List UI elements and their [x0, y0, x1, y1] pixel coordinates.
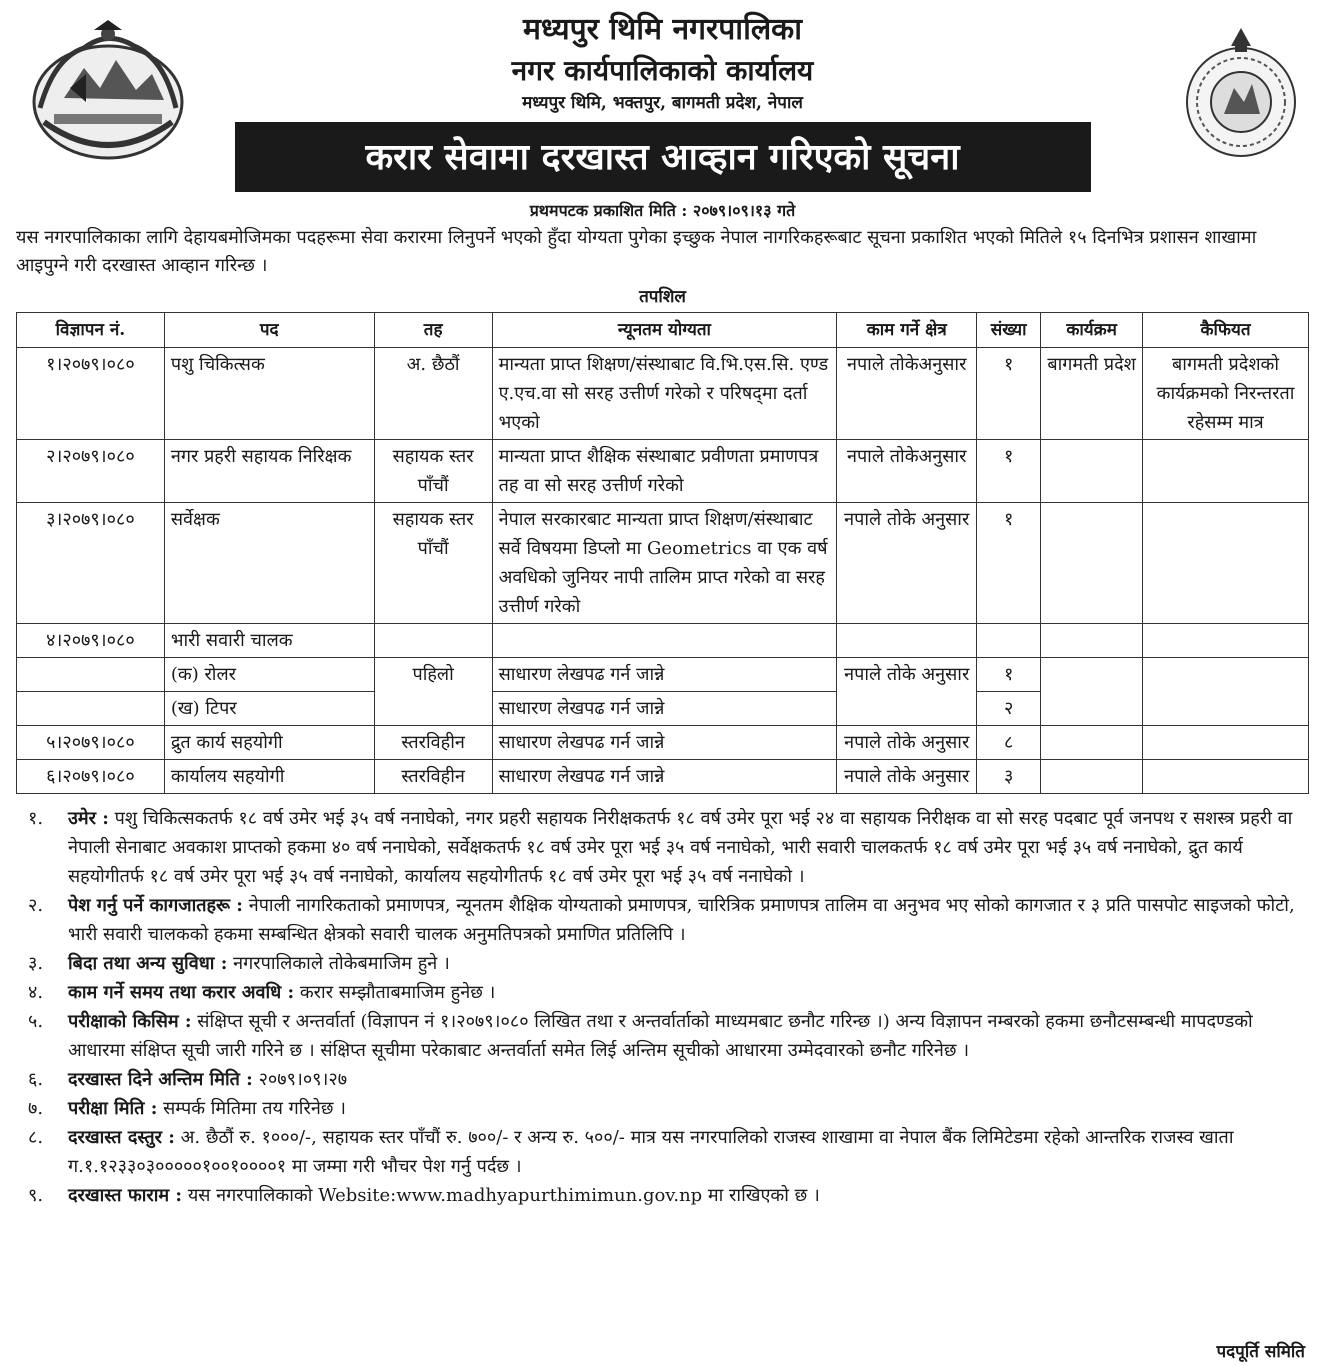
vacancy-table: [16, 312, 1309, 794]
cell-adv-no: १।२०७९।०८०: [17, 348, 165, 440]
cell-count: ३: [977, 760, 1041, 794]
cell-count: २: [977, 692, 1041, 726]
cell-count: १: [977, 440, 1041, 503]
cell-level: अ. छैठौं: [374, 348, 492, 440]
cell-qualification: मान्यता प्राप्त शैक्षिक संस्थाबाट प्रवीणता प्रमाणपत्र तह वा सो सरह उत्तीर्ण गरेको: [492, 440, 837, 503]
term-text: पशु चिकित्सकतर्फ १८ वर्ष उमेर भई ३५ वर्ष ननाघेको, नगर प्रहरी सहायक निरीक्षकतर्फ १८ वर्ष उमेर पूरा भई २४ वा सहायक निरीक्षक वा सो सरह पदबाट पूर्व जनपथ र सशस्त्र प्रहरी वा नेपाली सेनाबाट अवकाश प्राप्तको हकमा ४० वर्ष ननाघेको, सर्वेक्षकतर्फ १८ वर्ष उमेर पूरा भई ३५ वर्ष ननाघेको, भारी सवारी चालकतर्फ १८ वर्ष उमेर पूरा भई ३५ वर्ष ननाघेको, द्रुत कार्य सहयोगीतर्फ १८ वर्ष उमेर पूरा भई ३५ वर्ष ननाघेको, कार्यालय सहयोगीतर्फ १८ वर्ष उमेर पूरा भई ३५ वर्ष ननाघेको ।: [68, 808, 1293, 887]
term-body: [68, 1181, 1309, 1210]
cell-program: [1041, 624, 1143, 658]
term-heading: बिदा तथा अन्य सुविधा :: [68, 953, 228, 974]
term-number: ८.: [28, 1127, 44, 1148]
cell-post: नगर प्रहरी सहायक निरिक्षक: [164, 440, 374, 503]
cell-program: [1041, 440, 1143, 503]
term-item: [16, 1181, 1309, 1210]
term-item: [16, 1123, 1309, 1181]
term-item: [16, 1065, 1309, 1094]
cell-area: नपाले तोके अनुसार: [837, 760, 977, 794]
term-heading: दरखास्त दिने अन्तिम मिति :: [68, 1069, 253, 1090]
publish-date: प्रथमपटक प्रकाशित मिति : २०७९।०९।१३ गते: [529, 201, 796, 220]
cell-level: स्तरविहीन: [374, 726, 492, 760]
cell-adv-no: ५।२०७९।०८०: [17, 726, 165, 760]
cell-level: सहायक स्तर पाँचौं: [374, 503, 492, 624]
term-body: [68, 1094, 1309, 1123]
term-text: यस नगरपालिकाको Website:www.madhyapurthimimun.gov.np मा राखिएको छ ।: [187, 1185, 820, 1206]
term-body: [68, 1065, 1309, 1094]
term-body: [68, 949, 1309, 978]
cell-level: [374, 624, 492, 658]
term-heading: दरखास्त दस्तुर :: [68, 1127, 175, 1148]
signoff-committee: पदपूर्ति समिति: [1216, 1342, 1305, 1362]
term-item: [16, 1007, 1309, 1065]
table-row: [17, 440, 1309, 503]
cell-remarks: [1143, 658, 1309, 726]
cell-area: [837, 624, 977, 658]
cell-program: [1041, 503, 1143, 624]
term-text: करार सम्झौताबमाजिम हुनेछ ।: [299, 982, 496, 1003]
cell-remarks: [1143, 760, 1309, 794]
cell-qualification: मान्यता प्राप्त शिक्षण/संस्थाबाट वि.भि.एस.सि. एण्ड ए.एच.वा सो सरह उत्तीर्ण गरेको र परिषद्‌मा दर्ता भएको: [492, 348, 837, 440]
column-header: काम गर्ने क्षेत्र: [837, 313, 977, 348]
cell-sub-post: (क) रोलर: [164, 658, 374, 692]
cell-area: नपाले तोके अनुसार: [837, 503, 977, 624]
column-header: पद: [164, 313, 374, 348]
cell-area: नपाले तोके अनुसार: [837, 658, 977, 726]
column-header: कार्यक्रम: [1041, 313, 1143, 348]
column-header: कैफियत: [1143, 313, 1309, 348]
term-body: [68, 978, 1309, 1007]
cell-program: [1041, 760, 1143, 794]
cell-qualification: साधारण लेखपढ गर्न जान्ने: [492, 726, 837, 760]
table-row: [17, 658, 1309, 692]
nepal-government-emblem-icon: [24, 18, 192, 166]
cell-count: [977, 624, 1041, 658]
cell-count: १: [977, 348, 1041, 440]
term-number: ६.: [28, 1069, 44, 1090]
term-number: ९.: [28, 1185, 44, 1206]
term-item: [16, 949, 1309, 978]
cell-program: बागमती प्रदेश: [1041, 348, 1143, 440]
cell-qualification: साधारण लेखपढ गर्न जान्ने: [492, 760, 837, 794]
cell-level: सहायक स्तर पाँचौं: [374, 440, 492, 503]
term-number: ४.: [28, 982, 44, 1003]
table-row: [17, 624, 1309, 658]
cell-remarks: [1143, 726, 1309, 760]
table-header-row: [17, 313, 1309, 348]
cell-area: नपाले तोकेअनुसार: [837, 348, 977, 440]
cell-level: पहिलो: [374, 658, 492, 726]
intro-paragraph: यस नगरपालिकाका लागि देहायबमोजिमका पदहरूमा सेवा करारमा लिनुपर्ने भएको हुँदा योग्यता पुगेका इच्छुक नेपाल नागरिकहरूबाट सूचना प्रकाशित भएको मितिले १५ दिनभित्र प्रशासन शाखामा आइपुग्ने गरी दरखास्त आव्हान गरिन्छ ।: [16, 227, 1257, 276]
term-text: नेपाली नागरिकताको प्रमाणपत्र, न्यूनतम शैक्षिक योग्यताको प्रमाणपत्र, चारित्रिक प्रमाणपत्र तालिम वा अनुभव भए सोको कागजात र ३ प्रति पासपोट साइजको फोटो, भारी सवारी चालकको हकमा सम्बन्धित क्षेत्रको सवारी चालक अनुमतिपत्रको प्रमाणित प्रतिलिपि ।: [68, 895, 1295, 945]
office-address: मध्यपुर थिमि, भक्तपुर, बागमती प्रदेश, नेपाल: [522, 93, 803, 113]
column-header: तह: [374, 313, 492, 348]
table-row: [17, 726, 1309, 760]
office-name: नगर कार्यपालिकाको कार्यालय: [511, 54, 814, 87]
cell-post: सर्वेक्षक: [164, 503, 374, 624]
term-heading: उमेर :: [68, 808, 109, 829]
term-item: [16, 1094, 1309, 1123]
cell-post: कार्यालय सहयोगी: [164, 760, 374, 794]
cell-level: स्तरविहीन: [374, 760, 492, 794]
term-heading: परीक्षा मिति :: [68, 1098, 158, 1119]
cell-program: [1041, 658, 1143, 726]
term-number: ५.: [28, 1011, 44, 1032]
terms-list: [16, 804, 1309, 1210]
term-item: [16, 804, 1309, 891]
term-heading: दरखास्त फाराम :: [68, 1185, 183, 1206]
cell-qualification: [492, 624, 837, 658]
notice-title: करार सेवामा दरखास्त आव्हान गरिएको सूचना: [235, 122, 1091, 192]
term-body: [68, 891, 1309, 949]
term-body: [68, 1123, 1309, 1181]
cell-count: १: [977, 658, 1041, 692]
cell-program: [1041, 726, 1143, 760]
cell-adv-no: [17, 658, 165, 692]
cell-qualification: साधारण लेखपढ गर्न जान्ने: [492, 692, 837, 726]
cell-qualification: साधारण लेखपढ गर्न जान्ने: [492, 658, 837, 692]
column-header: संख्या: [977, 313, 1041, 348]
term-number: ३.: [28, 953, 44, 974]
notice-header: [16, 0, 1309, 192]
term-body: [68, 804, 1309, 891]
column-header: विज्ञापन नं.: [17, 313, 165, 348]
cell-post: पशु चिकित्सक: [164, 348, 374, 440]
term-text: सम्पर्क मितिमा तय गरिनेछ ।: [163, 1098, 346, 1119]
schedule-title: तपशिल: [639, 287, 686, 307]
cell-qualification: नेपाल सरकारबाट मान्यता प्राप्त शिक्षण/संस्थाबाट सर्वे विषयमा डिप्लो मा Geometrics वा एक वर्ष अवधिको जुनियर नापी तालिम प्राप्त गरेको वा सरह उत्तीर्ण गरेको: [492, 503, 837, 624]
term-heading: पेश गर्नु पर्ने कागजातहरू :: [68, 895, 243, 916]
term-text: अ. छैठौं रु. १०००/-, सहायक स्तर पाँचौं रु. ७००/- र अन्य रु. ५००/- मात्र यस नगरपालिको राजस्व शाखामा वा नेपाल बैंक लिमिटेडमा रहेको आन्तरिक राजस्व खाता ग.१.१२३३०३०००००१००१००००१ मा जम्मा गरी भौचर पेश गर्नु पर्दछ ।: [68, 1127, 1234, 1177]
term-number: २.: [28, 895, 44, 916]
cell-remarks: [1143, 624, 1309, 658]
cell-adv-no: [17, 692, 165, 726]
cell-count: १: [977, 503, 1041, 624]
term-number: ७.: [28, 1098, 44, 1119]
term-heading: काम गर्ने समय तथा करार अवधि :: [68, 982, 295, 1003]
column-header: न्यूनतम योग्यता: [492, 313, 837, 348]
table-row: [17, 760, 1309, 794]
table-row: [17, 348, 1309, 440]
table-row: [17, 503, 1309, 624]
term-text: संक्षिप्त सूची र अन्तर्वार्ता (विज्ञापन नं १।२०७९।०८० लिखित तथा र अन्तर्वार्ताको माध्यमबाट छनौट गरिन्छ ।) अन्य विज्ञापन नम्बरको हकमा छनौटसम्बन्धी मापदण्डको आधारमा संक्षिप्त सूची जारी गरिने छ । संक्षिप्त सूचीमा परेकाबाट अन्तर्वार्ता समेत लिई अन्तिम सूचीको आधारमा उम्मेदवारको छनौट गरिनेछ ।: [68, 1011, 1253, 1061]
cell-adv-no: २।२०७९।०८०: [17, 440, 165, 503]
cell-count: ८: [977, 726, 1041, 760]
cell-sub-post: (ख) टिपर: [164, 692, 374, 726]
term-item: [16, 978, 1309, 1007]
municipality-name: मध्यपुर थिमि नगरपालिका: [522, 12, 802, 47]
cell-area: नपाले तोकेअनुसार: [837, 440, 977, 503]
term-text: २०७९।०९।२७: [258, 1069, 348, 1090]
cell-adv-no: ६।२०७९।०८०: [17, 760, 165, 794]
term-body: [68, 1007, 1309, 1065]
cell-remarks: बागमती प्रदेशको कार्यक्रमको निरन्तरता रहेसम्म मात्र: [1143, 348, 1309, 440]
term-item: [16, 891, 1309, 949]
cell-area: नपाले तोके अनुसार: [837, 726, 977, 760]
cell-remarks: [1143, 440, 1309, 503]
term-heading: परीक्षाको किसिम :: [68, 1011, 192, 1032]
term-number: १.: [28, 808, 44, 829]
cell-post: भारी सवारी चालक: [164, 624, 374, 658]
cell-adv-no: ३।२०७९।०८०: [17, 503, 165, 624]
cell-post: द्रुत कार्य सहयोगी: [164, 726, 374, 760]
cell-adv-no: ४।२०७९।०८०: [17, 624, 165, 658]
madhyapur-thimi-municipality-seal-icon: [1178, 22, 1304, 162]
cell-remarks: [1143, 503, 1309, 624]
term-text: नगरपालिकाले तोकेबमाजिम हुने ।: [233, 953, 450, 974]
